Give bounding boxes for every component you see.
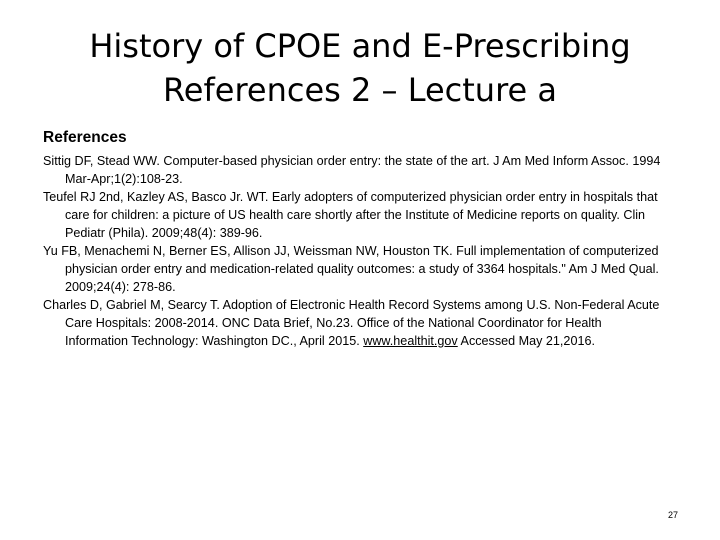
reference-item bbox=[43, 296, 663, 350]
slide-title-line-1: History of CPOE and E-Prescribing bbox=[89, 27, 631, 65]
reference-item: Teufel RJ 2nd, Kazley AS, Basco Jr. WT. Early adopters of computerized physician order entry in hospitals that care for children: a picture of US health care shortly after the Institute of Medicine reports on quality. Clin Pediatr (Phila). 2009;48(4): 389-96. bbox=[43, 190, 658, 240]
healthit-link[interactable]: www.healthit.gov bbox=[363, 334, 458, 348]
slide-title-line-2: References 2 – Lecture a bbox=[163, 71, 557, 109]
reference-list bbox=[43, 152, 663, 350]
reference-item: Yu FB, Menachemi N, Berner ES, Allison JJ, Weissman NW, Houston TK. Full implementation of computerized physician order entry and medication-related quality outcomes: a study of 3364 hospitals." Am J Med Qual. 2009;24(4): 278-86. bbox=[43, 244, 659, 294]
page-number: 27 bbox=[667, 510, 678, 520]
reference-text: Charles D, Gabriel M, Searcy T. Adoption of Electronic Health Record Systems among U.S. Non-Federal Acute Care Hospitals: 2008-2014. ONC Data Brief, No.23. Office of the National Coordinator for Health Information Technology: Washington DC., April 2015. bbox=[43, 298, 660, 348]
section-heading: References bbox=[43, 129, 127, 146]
slide-title bbox=[0, 24, 720, 112]
reference-text: Accessed May 21,2016. bbox=[457, 334, 595, 348]
reference-item: Sittig DF, Stead WW. Computer-based physician order entry: the state of the art. J Am Med Inform Assoc. 1994 Mar-Apr;1(2):108-23. bbox=[43, 154, 661, 186]
